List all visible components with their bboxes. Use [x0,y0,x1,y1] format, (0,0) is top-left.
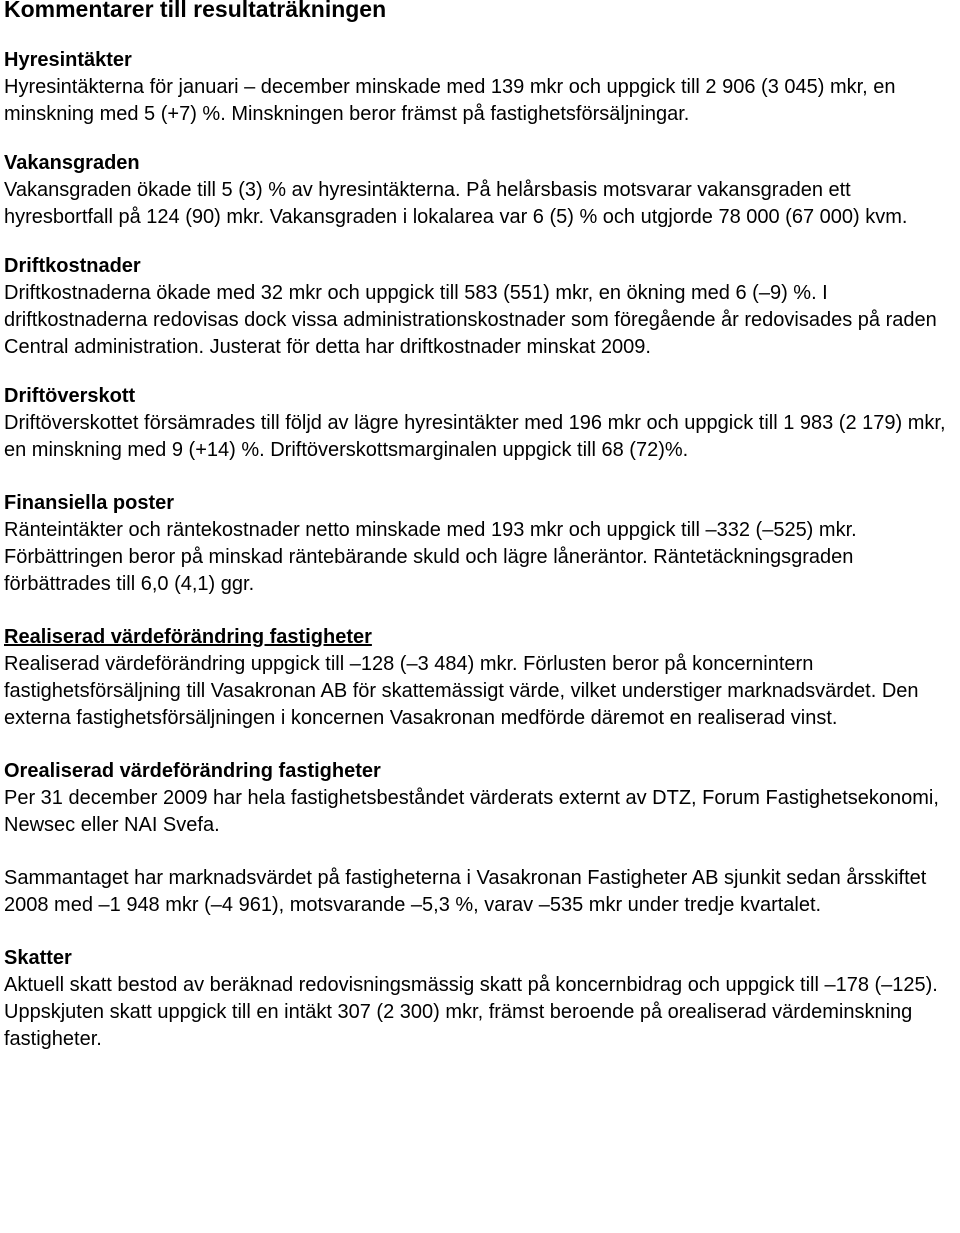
section-paragraph: Vakansgraden ökade till 5 (3) % av hyresintäkterna. På helårsbasis motsvarar vakansgraden ett hyresbortfall på 124 (90) mkr. Vakansgraden i lokalarea var 6 (5) % och utgjorde 78 000 (67 000) kvm. [4,179,908,228]
section-skatter [4,945,958,1053]
section-finansiella-poster [4,490,958,598]
section-paragraph: Sammantaget har marknadsvärdet på fastigheterna i Vasakronan Fastigheter AB sjunkit sedan årsskiftet 2008 med –1 948 mkr (–4 961), motsvarande –5,3 %, varav –535 mkr under tredje kvartalet. [4,867,927,916]
section-paragraph: Aktuell skatt bestod av beräknad redovisningsmässig skatt på koncernbidrag och uppgick till –178 (–125). Uppskjuten skatt uppgick till en intäkt 307 (2 300) mkr, främst beroende på orealiserad värdeminskning fastigheter. [4,974,938,1050]
section-realiserad-vardeforandring [4,624,958,732]
section-heading: Driftöverskott [4,385,136,407]
section-heading: Driftkostnader [4,255,141,277]
section-paragraph: Per 31 december 2009 har hela fastighetsbeståndet värderats externt av DTZ, Forum Fastighetsekonomi, Newsec eller NAI Svefa. [4,787,939,836]
section-vakansgraden [4,150,958,231]
section-heading: Realiserad värdeförändring fastigheter [4,626,372,648]
section-heading: Vakansgraden [4,152,140,174]
section-paragraph: Hyresintäkterna för januari – december minskade med 139 mkr och uppgick till 2 906 (3 045) mkr, en minskning med 5 (+7) %. Minskningen beror främst på fastighetsförsäljningar. [4,76,896,125]
section-paragraph: Realiserad värdeförändring uppgick till –128 (–3 484) mkr. Förlusten beror på koncernintern fastighetsförsäljning till Vasakronan AB för skattemässigt värde, vilket understiger marknadsvärdet. Den externa fastighetsförsäljningen i koncernen Vasakronan medförde däremot en realiserad vinst. [4,653,919,729]
section-hyresintakter [4,47,958,128]
section-heading: Skatter [4,947,72,969]
section-heading: Hyresintäkter [4,49,132,71]
section-paragraph: Driftkostnaderna ökade med 32 mkr och uppgick till 583 (551) mkr, en ökning med 6 (–9) %. I driftkostnaderna redovisas dock vissa administrationskostnader som föregående år redovisades på raden Central administration. Justerat för detta har driftkostnader minskat 2009. [4,282,937,358]
section-paragraph: Driftöverskottet försämrades till följd av lägre hyresintäkter med 196 mkr och uppgick till 1 983 (2 179) mkr, en minskning med 9 (+14) %. Driftöverskottsmarginalen uppgick till 68 (72)%. [4,412,946,461]
section-heading: Orealiserad värdeförändring fastigheter [4,760,381,782]
document-title: Kommentarer till resultaträkningen [4,0,387,22]
document-page [4,0,958,1053]
section-driftkostnader [4,253,958,361]
section-paragraph: Ränteintäkter och räntekostnader netto minskade med 193 mkr och uppgick till –332 (–525) mkr. Förbättringen beror på minskad räntebärande skuld och lägre låneräntor. Räntetäckningsgraden förbättrades till 6,0 (4,1) ggr. [4,519,857,595]
section-heading: Finansiella poster [4,492,175,514]
section-driftoverskott [4,383,958,464]
section-orealiserad-vardeforandring [4,758,958,919]
